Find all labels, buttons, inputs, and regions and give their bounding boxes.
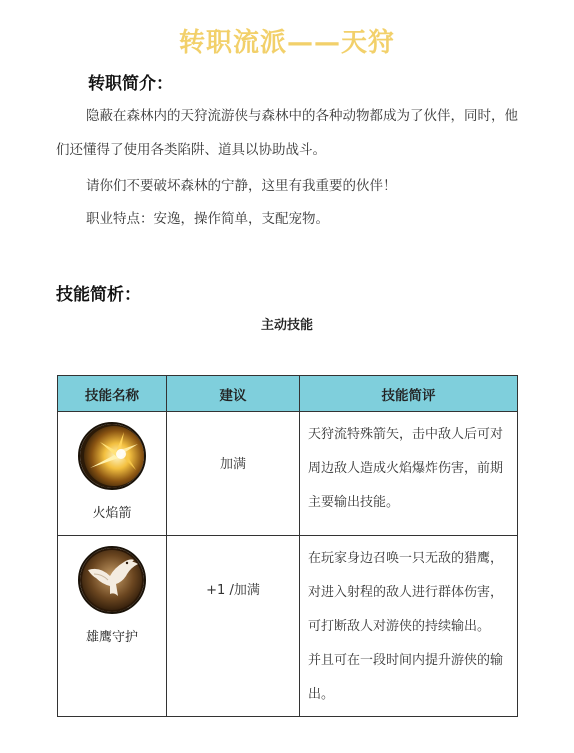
- column-header-review: 技能简评: [300, 376, 518, 412]
- skill-name: 雄鹰守护: [85, 630, 138, 645]
- recommendation-cell: [167, 536, 300, 717]
- recommendation-value: 加满: [219, 457, 246, 472]
- description-line: 主要输出技能。: [308, 495, 400, 510]
- flame-arrow-icon: [78, 422, 146, 490]
- eagle-icon: [78, 546, 146, 614]
- skill-name: 火焰箭: [92, 506, 132, 521]
- recommendation-value: +1 /加满: [206, 583, 260, 598]
- skill-description: [300, 412, 518, 536]
- skill-name-cell: [58, 412, 167, 536]
- description-line: 可打断敌人对游侠的持续输出。: [308, 619, 491, 634]
- intro-paragraph-line-1: 隐蔽在森林内的天狩流游侠与森林中的各种动物都成为了伙伴，同时，他: [86, 108, 518, 124]
- table-row: [58, 536, 518, 717]
- skill-description: [300, 536, 518, 717]
- recommendation-cell: [167, 412, 300, 536]
- active-skills-subheading: 主动技能: [260, 318, 313, 333]
- intro-paragraph-line-2: 们还懂得了使用各类陷阱、道具以协助战斗。: [56, 142, 326, 158]
- description-line: 对进入射程的敌人进行群体伤害，: [308, 585, 504, 600]
- intro-heading: 转职简介：: [88, 74, 173, 94]
- page-title: 转职流派——天狩: [178, 28, 395, 58]
- description-line: 天狩流特殊箭矢，击中敌人后可对: [308, 427, 504, 442]
- table-header-row: [58, 376, 518, 412]
- intro-quote: 请你们不要破坏森林的宁静，这里有我重要的伙伴！: [86, 178, 397, 194]
- skills-table: [57, 375, 518, 717]
- class-features: 职业特点：安逸，操作简单，支配宠物。: [86, 211, 329, 227]
- skills-heading: 技能简析：: [56, 285, 141, 305]
- description-line: 并且可在一段时间内提升游侠的输: [308, 653, 504, 668]
- skill-name-cell: [58, 536, 167, 717]
- column-header-skill-name: 技能名称: [58, 376, 167, 412]
- table-row: [58, 412, 518, 536]
- description-line: 周边敌人造成火焰爆炸伤害，前期: [308, 461, 504, 476]
- description-line: 在玩家身边召唤一只无敌的猎鹰，: [308, 551, 504, 566]
- description-line: 出。: [308, 687, 335, 702]
- column-header-recommendation: 建议: [167, 376, 300, 412]
